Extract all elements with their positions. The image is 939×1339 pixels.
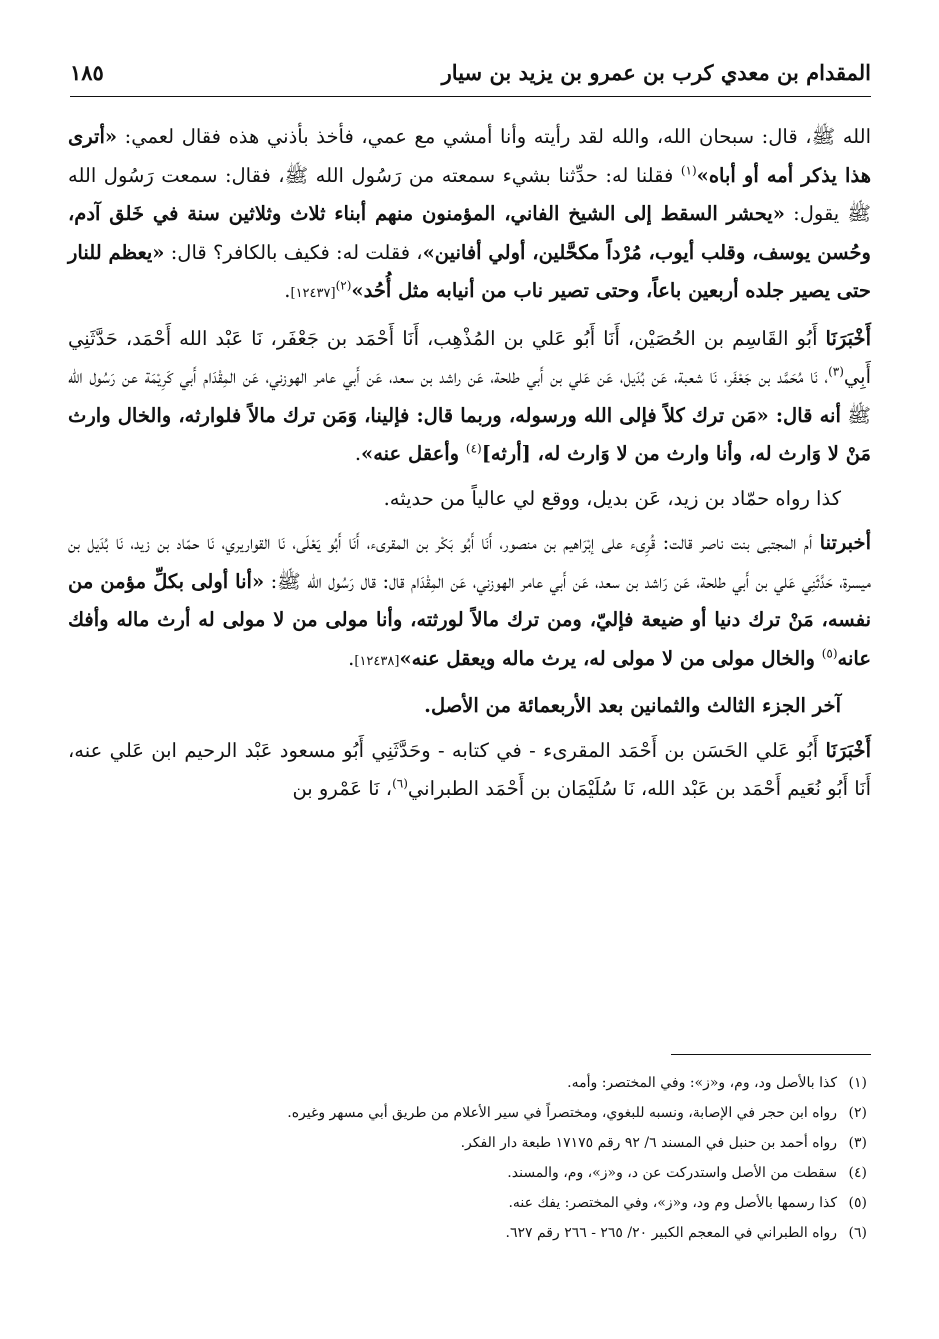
text-segment: الله ﷺ، قال: سبحان الله، والله لقد رأيته وأنا أمشي مع عمي، فأخذ بأذني هذه فقال لعمي: [117, 125, 871, 148]
footnote-item [68, 1158, 867, 1188]
page-number: ١٨٥ [70, 60, 104, 85]
footnote-text: رواه أحمد بن حنبل في المسند ٦/ ٩٢ رقم ١٧١٧٥ طبعة دار الفكر. [460, 1135, 837, 1151]
footnote-marker: (٣) [828, 364, 844, 379]
footnote-marker: (١) [680, 163, 697, 177]
footnote-number: (٣) [848, 1135, 867, 1151]
footnote-item [68, 1068, 867, 1098]
footnote-number: (٦) [848, 1225, 867, 1241]
isnad-lead: أَخْبَرَنَا [825, 738, 871, 762]
footnote-item [68, 1128, 867, 1158]
section-note: آخر الجزء الثالث والثمانين بعد الأربعمائة من الأصل. [424, 694, 841, 717]
running-title: المقدام بن معدي كرب بن عمرو بن يزيد بن سيار [441, 60, 871, 85]
footnote-text: سقطت من الأصل واستدركت عن د، و«ز»، وم، والمسند. [507, 1165, 837, 1181]
hadith-number: [١٢٤٣٨] [354, 653, 400, 669]
text-segment: أَبُو عَلي الحَسَن بن أَحْمَد المقرىء - في كتابه - وحَدَّثَنِي أَبُو مسعود عَبْد الرحيم ابن عَلي عنه، أَنَا أَبُو نُعَيم أَحْمَد بن عَبْد الله، نَا سُلَيْمَان بن أَحْمَد الطبراني [68, 738, 871, 800]
footnote-text: رواه الطبراني في المعجم الكبير ٢٠/ ٢٦٥ - ٢٦٦ رقم ٦٢٧. [505, 1225, 837, 1241]
text-segment: ، نَا مُحَمَّد بن جَعْفَر، نَا شعبة، عَن بُدَيل، عَن عَلي بن أَبي طلحة، عَن راشد بن سعد، عَن أَبي عامر الهوزني، عَن المِقْدَام أَبي كَرِيْمَة عن رَسُول الله ﷺ [68, 365, 871, 427]
paragraph-4 [68, 524, 871, 681]
footnotes [68, 1068, 867, 1248]
footnote-item [68, 1098, 867, 1128]
hadith-quote: «يعظم للنار حتى يصير جلده أربعين باعاً، وحتى تصير ناب من أنيابه مثل أُحُد» [68, 240, 871, 302]
hadith-quote: أنه قال: «مَن ترك كلاً فإلى الله ورسوله، وربما قال: فإلينا، وَمَن ترك مالاً فلوارثه، والخال وارث مَنْ لا وَارث له، وأنا وارث من لا وَارث له، [أرثه] [68, 403, 871, 465]
text-segment: أم المجتبى بنت ناصر قالت: قُرِىء على إبْرَاهيم بن منصور، أَنَا أَبُو بَكْر بن المقرىء، أَنَا أَبُو يَعْلَى، نَا القواريري، نَا حمّاد بن زيد، نَا بُدَيل بن ميسرة، حَدَّثَنِي عَلي بن أَبي طلحة، عَن رَاشد بن سعد، عَن أَبي عامر الهوزني، عَن المِقْدَام قال: قال رَسُول الله ﷺ: [68, 531, 871, 593]
text-segment: فقلنا له: حدِّثنا بشيء سمعته من رَسُول الله ﷺ، فقال: سمعت رَسُول الله ﷺ يقول: [68, 163, 871, 225]
main-text [68, 118, 871, 815]
footnote-number: (٢) [848, 1105, 867, 1121]
paragraph-3: كذا رواه حمّاد بن زيد، عَن بديل، ووقع لي عالياً من حديثه. [383, 486, 841, 510]
hadith-number: [١٢٤٣٧] [290, 286, 336, 301]
text-segment: . [348, 646, 355, 670]
paragraph-2 [68, 320, 871, 474]
text-segment: ، فقلت له: فكيف بالكافر؟ قال: [164, 240, 423, 264]
footnote-text: كذا بالأصل ود، وم، و«ز»: وفي المختصر: وأمه. [567, 1075, 837, 1091]
text-segment: . [354, 442, 362, 465]
paragraph-6 [68, 732, 871, 809]
hadith-quote: وأعقل عنه» [361, 442, 466, 465]
footnote-text: كذا رسمها بالأصل وم ود، و«ز»، وفي المختصر: يفك عنه. [508, 1195, 837, 1211]
footnote-number: (٤) [848, 1165, 867, 1181]
footnote-number: (١) [848, 1075, 867, 1091]
footnote-marker: (٤) [465, 441, 482, 456]
footnote-separator [671, 1054, 871, 1055]
isnad-lead: أَخْبَرَنَا [825, 326, 871, 350]
footnote-item [68, 1188, 867, 1218]
isnad-lead: أخبرتنا [819, 531, 871, 554]
footnote-marker: (٥) [821, 646, 838, 660]
hadith-quote: «أترى هذا يذكر أمه أو أباه» [68, 125, 871, 187]
footnote-marker: (٦) [392, 776, 408, 791]
text-segment: . [284, 279, 291, 302]
footnote-text: رواه ابن حجر في الإصابة، ونسبه للبغوي، ومختصراً في سير الأعلام من طريق أبي مسهر وغيره. [287, 1105, 837, 1121]
text-segment: أَبُو القَاسِم بن الحُصَيْن، أَنَا أَبُو عَلي بن المُذْهِب، أَنَا أَحْمَد بن جَعْفَر، نَا عَبْد الله أَحْمَد، حَدَّثَنِي أَبِي [68, 326, 871, 388]
hadith-quote: والخال مولى من لا مولى له، يرث ماله ويعقل عنه» [399, 646, 822, 670]
paragraph-1 [68, 118, 871, 314]
footnote-marker: (٢) [335, 278, 352, 293]
footnote-item [68, 1218, 867, 1248]
hadith-quote: «يحشر السقط إلى الشيخ الفاني، المؤمنون منهم أبناء ثلاث وثلاثين سنة في خَلق آدم، وحُسن يوسف، وقلب أيوب، مُرْداً مكحَّلين، أولي أفانين» [68, 202, 871, 264]
footnote-number: (٥) [848, 1195, 867, 1211]
hadith-quote: «أنا أولى بكلِّ مؤمن من نفسه، مَنْ ترك دنيا أو ضيعة فإليّ، ومن ترك مالاً لورثته، وأنا مولى من لا مولى له أرث ماله وأفك عانه [68, 569, 871, 670]
text-segment: ، نَا عَمْرو بن [292, 777, 393, 800]
page-header [70, 56, 871, 97]
